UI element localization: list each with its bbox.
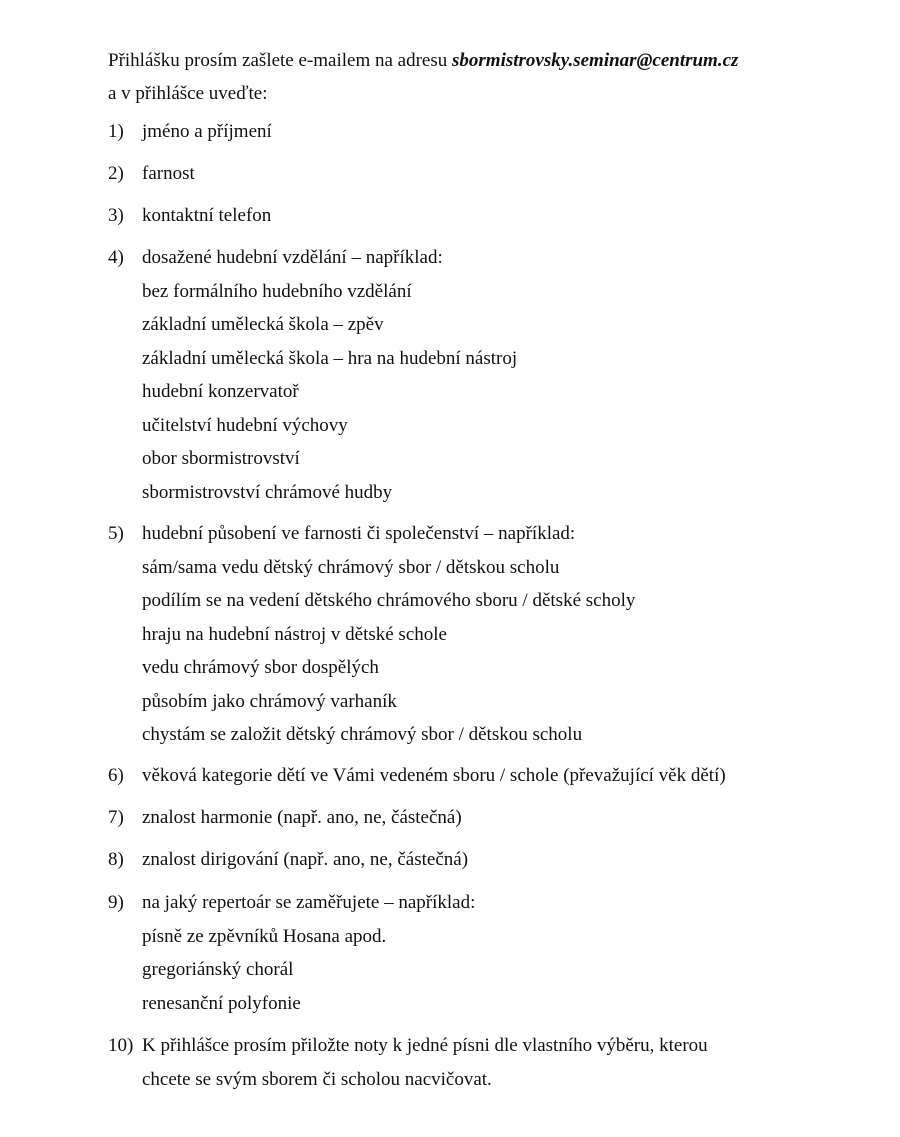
- item-line: základní umělecká škola – hra na hudební nástroj: [142, 347, 518, 369]
- intro-line-1: [108, 44, 868, 77]
- item-number: 1): [108, 121, 124, 142]
- item-line: hraju na hudební nástroj v dětské schole: [142, 623, 447, 645]
- item-line: vedu chrámový sbor dospělých: [142, 657, 379, 678]
- item-line: působím jako chrámový varhaník: [142, 690, 397, 712]
- item-body: [142, 801, 862, 835]
- item-line: sám/sama vedu dětský chrámový sbor / dětskou scholu: [142, 556, 560, 578]
- item-number: 4): [108, 247, 124, 268]
- item-line: hudební působení ve farnosti či společenství – například:: [142, 523, 576, 544]
- item-body: [142, 199, 862, 233]
- item-body: [142, 759, 862, 793]
- item-number: 6): [108, 765, 124, 786]
- item-number: 5): [108, 523, 124, 544]
- intro-paragraph: [108, 44, 868, 110]
- item-line: písně ze zpěvníků Hosana apod.: [142, 925, 387, 947]
- item-line: podílím se na vedení dětského chrámového sboru / dětské scholy: [142, 590, 636, 611]
- item-body: [142, 1029, 862, 1096]
- intro-text: Přihlášku prosím zašlete e-mailem na adresu: [108, 50, 453, 71]
- item-line: hudební konzervatoř: [142, 381, 299, 402]
- item-line: bez formálního hudebního vzdělání: [142, 280, 412, 302]
- item-body: [142, 241, 862, 509]
- item-line: věková kategorie dětí ve Vámi vedeném sboru / schole (převažující věk dětí): [142, 765, 726, 786]
- item-line: znalost harmonie (např. ano, ne, částečná): [142, 807, 462, 828]
- intro-line-2: a v přihlášce uveďte:: [108, 83, 268, 104]
- item-number: 9): [108, 892, 124, 913]
- item-line: jméno a příjmení: [142, 121, 272, 142]
- item-body: [142, 886, 862, 1020]
- email-address: sbormistrovsky.seminar@centrum.cz: [452, 50, 739, 71]
- item-line: dosažené hudební vzdělání – například:: [142, 247, 443, 268]
- item-number: 3): [108, 205, 124, 226]
- item-line: gregoriánský chorál: [142, 959, 294, 980]
- item-number: 8): [108, 849, 124, 870]
- item-number: 7): [108, 807, 124, 828]
- item-line: K přihlášce prosím přiložte noty k jedné písni dle vlastního výběru, kterou: [142, 1035, 708, 1056]
- item-line: chcete se svým sborem či scholou nacvičovat.: [142, 1068, 492, 1090]
- item-body: [142, 517, 862, 752]
- item-body: [142, 115, 862, 149]
- item-line: znalost dirigování (např. ano, ne, částečná): [142, 849, 469, 870]
- item-number: 10): [108, 1035, 134, 1056]
- item-line: učitelství hudební výchovy: [142, 414, 348, 436]
- item-line: na jaký repertoár se zaměřujete – například:: [142, 892, 476, 913]
- item-line: kontaktní telefon: [142, 205, 272, 226]
- item-number: 2): [108, 163, 124, 184]
- item-line: obor sbormistrovství: [142, 448, 300, 469]
- item-line: základní umělecká škola – zpěv: [142, 314, 384, 335]
- item-body: [142, 843, 862, 877]
- item-line: chystám se založit dětský chrámový sbor / dětskou scholu: [142, 724, 583, 745]
- item-body: [142, 157, 862, 191]
- item-line: renesanční polyfonie: [142, 992, 301, 1014]
- item-line: sbormistrovství chrámové hudby: [142, 481, 393, 503]
- item-line: farnost: [142, 163, 195, 184]
